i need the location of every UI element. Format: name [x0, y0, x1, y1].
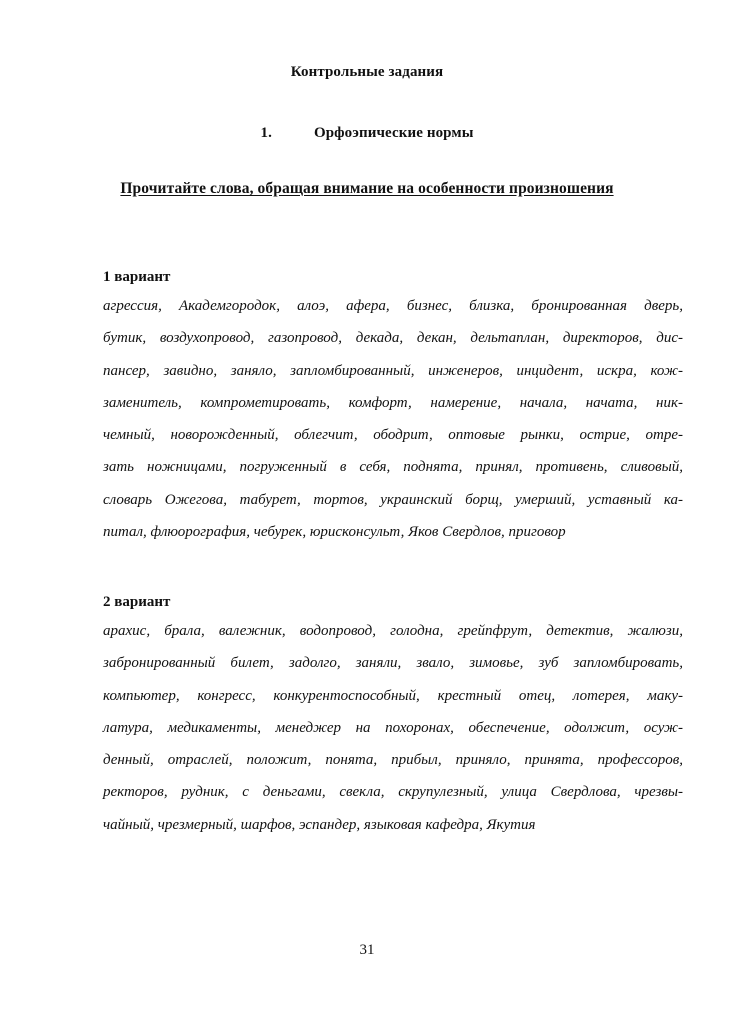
variant-1-heading: 1 вариант: [103, 269, 171, 285]
text-line: денный, отраслей, положит, понята, прибыл, приняло, принята, профессоров,: [103, 752, 683, 769]
instruction-text: Прочитайте слова, обращая внимание на особенности произношения: [120, 180, 614, 197]
section-title-text: Орфоэпические нормы: [313, 125, 474, 141]
text-line: бутик, воздухопровод, газопровод, декада, декан, дельтаплан, директоров, дис-: [103, 330, 683, 347]
text-line: забронированный билет, задолго, заняли, звало, зимовье, зуб запломбировать,: [103, 655, 683, 672]
text-line: словарь Ожегова, табурет, тортов, украинский борщ, умерший, уставный ка-: [103, 491, 683, 508]
variant-2-heading: 2 вариант: [103, 594, 171, 610]
variant-2-word-list: [103, 615, 683, 841]
text-line: чайный, чрезмерный, шарфов, эспандер, языковая кафедра, Якутия: [103, 816, 536, 833]
page-number: 31: [359, 942, 375, 958]
text-line: ректоров, рудник, с деньгами, свекла, скрупулезный, улица Свердлова, чрезвы-: [103, 784, 683, 801]
text-line: заменитель, компрометировать, комфорт, намерение, начала, начата, ник-: [103, 394, 683, 411]
text-line: арахис, брала, валежник, водопровод, голодна, грейпфрут, детектив, жалюзи,: [103, 623, 683, 639]
text-line: чемный, новорожденный, облегчит, ободрит, оптовые рынки, острие, отре-: [103, 427, 683, 444]
text-line: зать ножницами, погруженный в себя, поднята, принял, противень, сливовый,: [103, 459, 683, 476]
section-number: 1.: [260, 125, 272, 141]
variant-1-word-list: [103, 290, 683, 548]
text-line: питал, флюорография, чебурек, юрисконсульт, Яков Свердлов, приговор: [103, 524, 566, 541]
variant-1-block: [103, 264, 683, 548]
variant-2-block: [103, 589, 683, 841]
text-line: агрессия, Академгородок, алоэ, афера, бизнес, близка, бронированная дверь,: [103, 298, 683, 314]
text-line: компьютер, конгресс, конкурентоспособный, крестный отец, лотерея, маку-: [103, 687, 683, 704]
page-heading: Контрольные задания: [290, 64, 444, 80]
text-line: пансер, завидно, заняло, запломбированный, инженеров, инцидент, искра, кож-: [103, 362, 683, 379]
section-title: [0, 125, 734, 142]
text-line: латура, медикаменты, менеджер на похоронах, обеспечение, одолжит, осуж-: [103, 719, 683, 736]
